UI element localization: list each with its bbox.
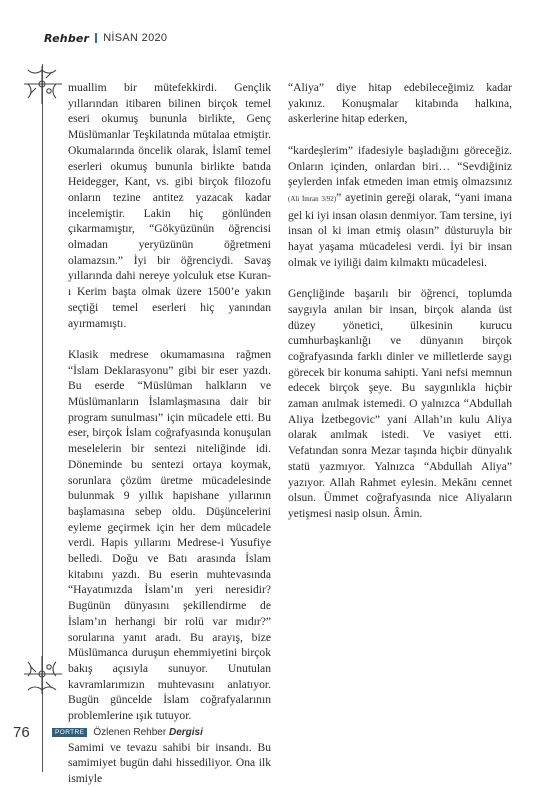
paragraph: muallim bir mütefekkirdi. Gençlik yıllarından itibaren bilinen birçok temel eseri okumuş bununla birlikte, Genç Müslümanlar Teşkilatında mütalaa etmiştir. Okumalarında öncelik olarak, İslamî temel eserleri okumuş bununla birlikte batıda Heidegger, Kant, vs. gibi birçok filozofu onların tezine antitez yazacak kadar incelemiştir. Lakin hiç gönlünden çıkarmamıştır, “Gökyüzünün öğrencisi olmadan yeryüzünün öğretmeni olamazsın.” İyi bir öğrenciydi. Savaş yıllarında dahi nereye yolculuk etse Kuran-ı Kerim başta olmak üzere 1500’e yakın seçtiği temel eserleri hiç yanından ayırmamıştı. — [68, 81, 271, 330]
magazine-brand: Rehber — [44, 31, 90, 45]
corner-ornament-bottom-icon — [22, 654, 64, 696]
corner-ornament-top-icon — [22, 64, 64, 106]
paragraph-text: “kardeşlerim” ifadesiyle başladığını göreceğiz. Onların içinden, onlardan biri… “Sevdiğiniz şeylerden infak etmeden iman etmiş olmazsınız — [288, 143, 512, 189]
page-number: 76 — [13, 723, 30, 741]
paragraph — [288, 143, 512, 271]
running-header — [44, 31, 167, 45]
verse-reference: (Ali İmran 3/92) — [288, 194, 337, 203]
paragraph: “Aliya” diye hitap edebileceğimiz kadar yakınız. Konuşmalar kitabında halkına, askerlerine hitap ederken, — [288, 81, 512, 126]
section-tag: PORTRE — [52, 728, 87, 737]
issue-date: NİSAN 2020 — [103, 32, 168, 44]
paragraph: Gençliğinde başarılı bir öğrenci, toplumda saygıyla anılan bir insan, birçok alanda üst düzey yönetici, ülkesinin kurucu cumhurbaşkanlığı ve dünyanın birçok coğrafyasında farklı dinler ve milletlerde saygı görecek bir konuma sahipti. Yani nefsi memnun edecek birçok şeye. Bu saygınlıkla hiçbir zaman anılmak istemedi. O yalnızca “Abdullah Aliya İzetbegovic” yani Allah’ın kulu Aliya olarak anılmak istedi. Ve vasiyet etti. Vefatından sonra Mezar taşında hiçbir dünyalık statü yazmıyor. Yalnızca “Abdullah Aliya” yazıyor. Allah Rahmet eylesin. Mekânı cennet olsun. Ümmet coğrafyasında nice Aliyaların yetişmesi nasip olsun. Âmin. — [288, 287, 512, 520]
magazine-name-bold: Dergisi — [168, 726, 203, 738]
paragraph: Samimi ve tevazu sahibi bir insandı. Bu samimiyet bugün dahi hissediliyor. Ona ilk ismiyle — [68, 740, 271, 785]
page-footer — [13, 722, 203, 742]
right-column — [288, 80, 512, 522]
header-separator — [95, 33, 97, 43]
left-column — [68, 80, 271, 787]
paragraph-text: ” ayetinin gereği olarak, “yani imana gel ki iyi insan olasın denmiyor. Tam tersine, iyi insan ol ki iman etmiş olasın” düsturuyla bir hayat yaşama mücadelesi verdi. İyi bir insan olmak ve iyiliği daim kılmaktı mücadelesi. — [288, 190, 512, 269]
magazine-name — [93, 727, 203, 738]
paragraph: Klasik medrese okumamasına rağmen “İslam Deklarasyonu” gibi bir eser yazdı. Bu eserde “Müslüman halkların ve Müslümanların İslamlaşmasına dair bir program sunulması” için mücadele etti. Bu eser, birçok İslam coğrafyasında konuşulan meselelerin bir sentezi niteliğinde idi. Döneminde bu sentezi ortaya koymak, sorunlara çözüm üretme mücadelesinde bulunmak 9 yıllık hapishane yıllarının başlamasına sebep oldu. Düşüncelerini eyleme geçirmek için her dem mücadele verdi. Hapis yıllarını Medrese-i Yusufiye belledi. Doğu ve Batı arasında İslam kitabını yazdı. Bu eserin muhtevasında “Hayatımızda İslam’ın yeri neresidir? Bugünün dünyasını şekillendirme de İslam’ın herhangi bir rolü var mıdır?” sorularına yanıt aradı. Bu arayış, bize Müslümanca duruşun ehemmiyetini birçok bakış açısıyla sunuyor. Unutulan kavramlarımızın muhtevasını anlatıyor. Bugün güncelde İslam coğrafyalarının problemlerine ışık tutuyor. — [68, 347, 271, 723]
magazine-name-plain: Özlenen Rehber — [93, 726, 167, 738]
